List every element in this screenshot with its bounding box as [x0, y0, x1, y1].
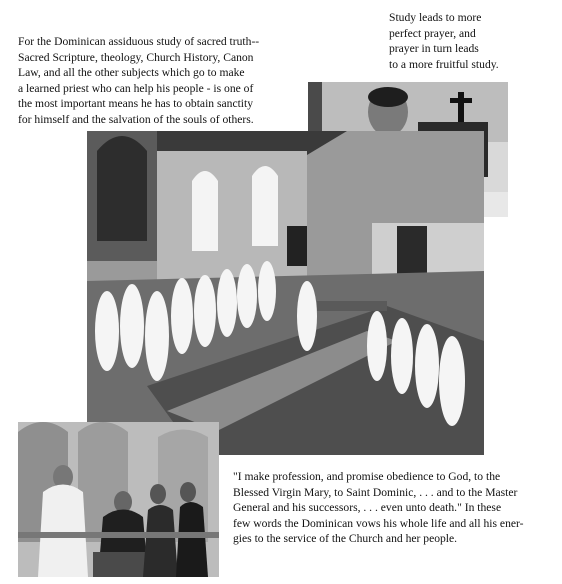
study-caption: For the Dominican assiduous study of sacred truth-- Sacred Scripture, theology, Church History, Canon Law, and all the other subjects which go to make a learned priest who can help his people - is one of the most important means he has to obtain sanctity for himself and the salvation of the souls of others. [18, 35, 260, 126]
prayer-caption: Study leads to more perfect prayer, and prayer in turn leads to a more fruitful study. [389, 11, 499, 71]
profession-quote: "I make profession, and promise obedience to God, to the Blessed Virgin Mary, to Saint Dominic, . . . and to the Master General and his successors, . . . even unto death." In these few words the Dominican vows his whole life and all his ener- gies to the service of the Church and her people. [233, 470, 524, 545]
profession-of-vows-photo [18, 422, 219, 577]
chapel-choir-photo [87, 131, 484, 455]
